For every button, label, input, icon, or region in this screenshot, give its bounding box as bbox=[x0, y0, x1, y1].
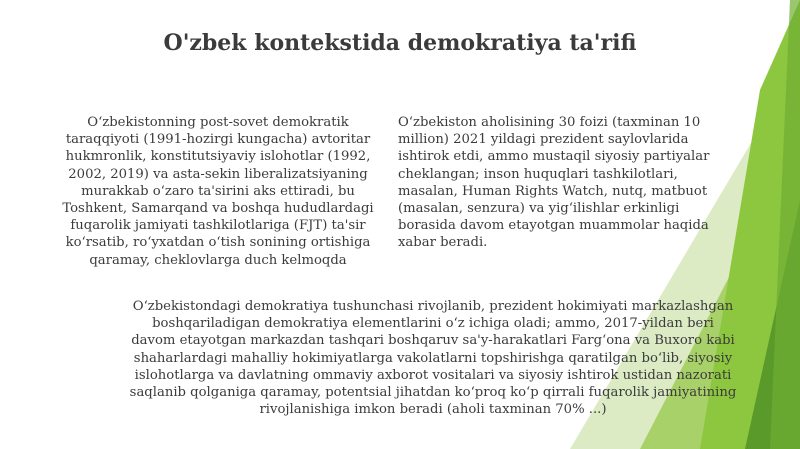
bottom-paragraph: O‘zbekistondagi demokratiya tushunchasi rivojlanib, prezident hokimiyati markazlashgan boshqariladigan demokratiya elementlarini o‘z ichiga oladi; ammo, 2017-yildan beri davom etayotgan markazdan tashqari boshqaruv sa'y-harakatlari Farg‘ona va Buxoro kabi shaharlardagi mahalliy hokimiyatlarga vakolatlarni topshirishga qaratilgan bo‘lib, siyosiy islohotlarga va davlatning ommaviy axborot vositalari va siyosiy ishtirok ustidan nazorati saqlanib qolganiga qaramay, potentsial jihatdan ko‘proq ko‘p qirrali fuqarolik jamiyatining rivojlanishiga imkon beradi (aholi taxminan 70% ...) bbox=[129, 299, 737, 418]
left-paragraph: O‘zbekistonning post-sovet demokratik taraqqiyoti (1991-hozirgi kungacha) avtoritar hukmronlik, konstitutsiyaviy islohotlar (1992, 2002, 2019) va asta-sekin liberalizatsiyaning murakkab o‘zaro ta'sirini aks ettiradi, bu Toshkent, Samarqand va boshqa hududlardagi fuqarolik jamiyati tashkilotlariga (FJT) ta'sir ko‘rsatib, ro‘yxatdan o‘tish sonining ortishiga qaramay, cheklovlarga duch kelmoqda bbox=[62, 115, 374, 268]
right-paragraph: O‘zbekiston aholisining 30 foizi (taxminan 10 million) 2021 yildagi prezident saylovlarida ishtirok etdi, ammo mustaqil siyosiy partiyalar cheklangan; inson huquqlari tashkilotlari, masalan, Human Rights Watch, nutq, matbuot (masalan, senzura) va yig‘ilishlar erkinligi borasida davom etayotgan muammolar haqida xabar beradi. bbox=[398, 115, 710, 251]
slide-title: O'zbek kontekstida demokratiya ta'rifi bbox=[163, 30, 637, 56]
